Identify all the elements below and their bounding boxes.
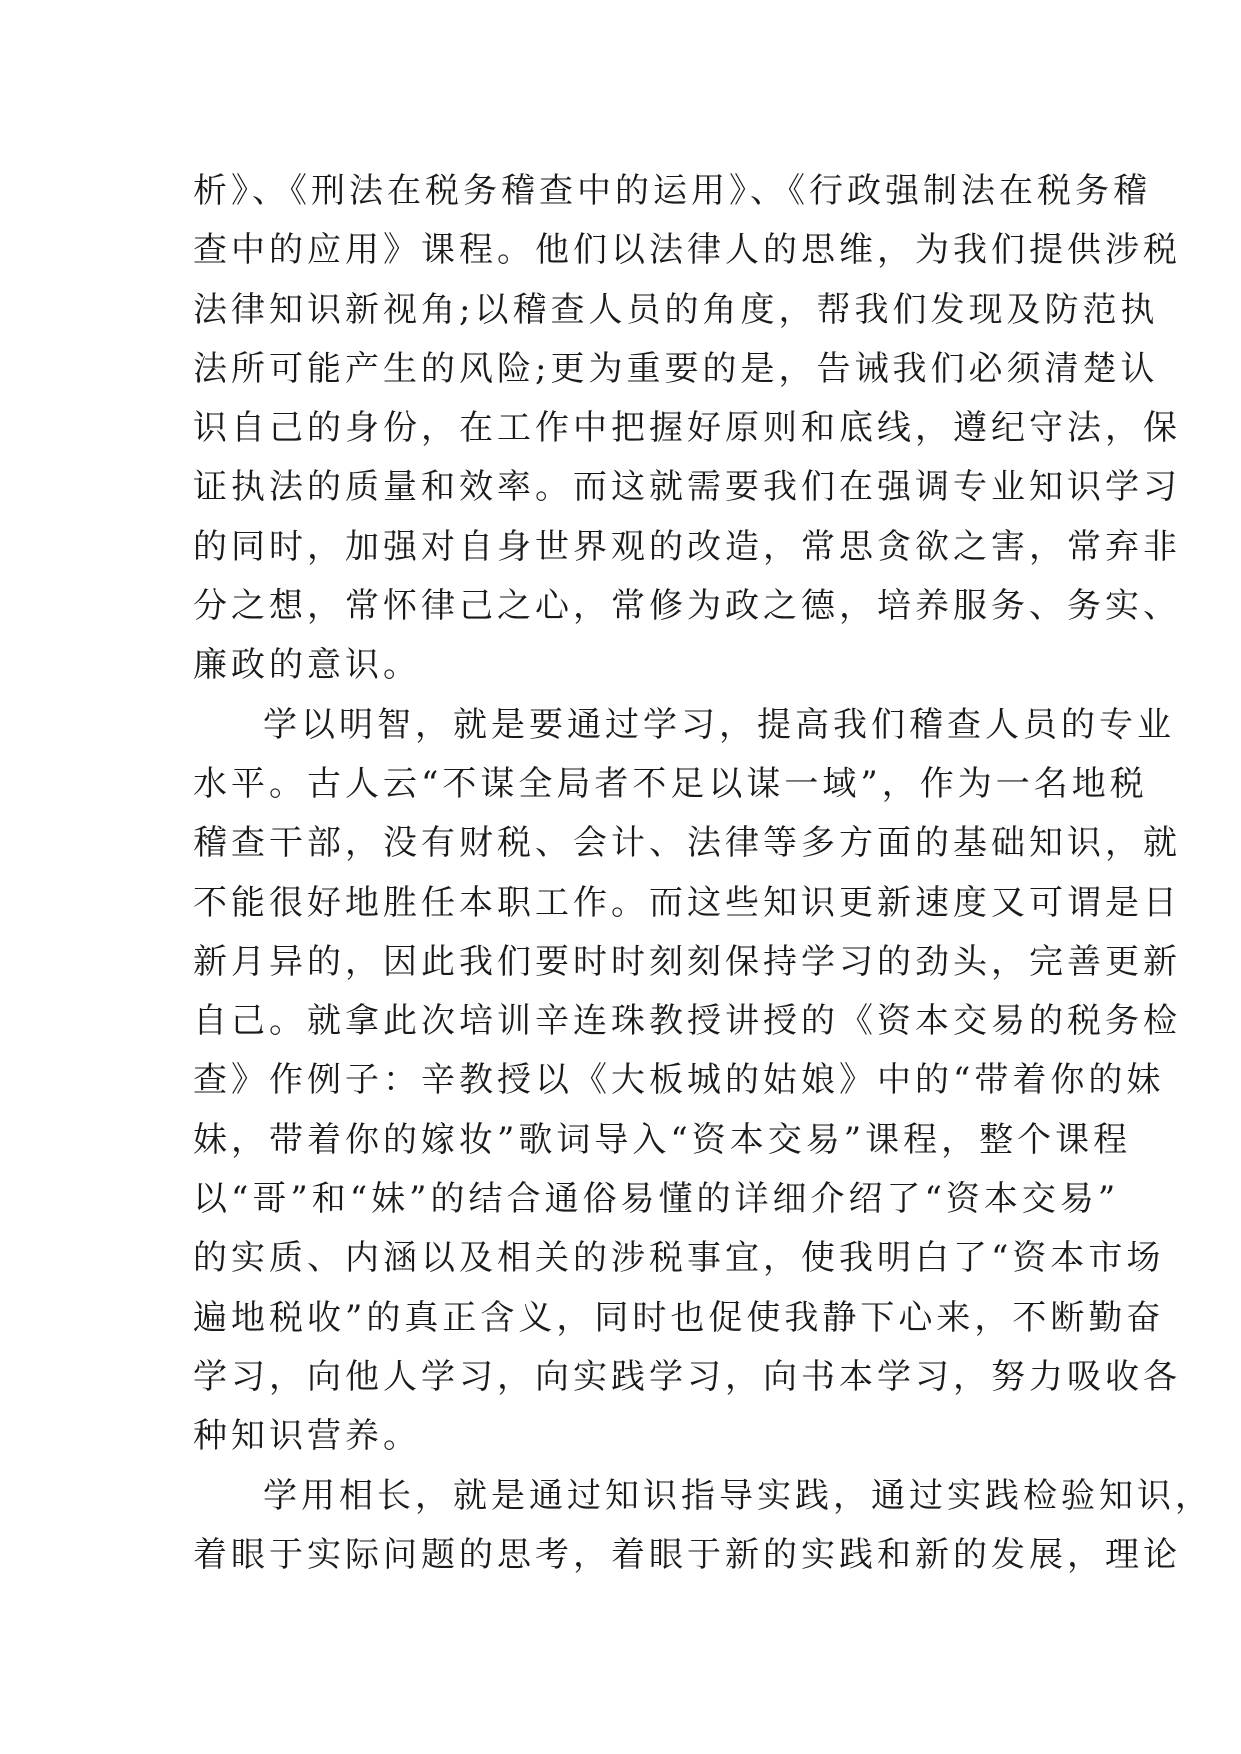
text-line: 查中的应用》课程。他们以法律人的思维，为我们提供涉税 — [193, 230, 1181, 271]
text-line: 水平。古人云“不谋全局者不足以谋一域”，作为一名地税 — [193, 763, 1148, 804]
text-line: 分之想，常怀律己之心，常修为政之德，培养服务、务实、 — [193, 586, 1181, 627]
text-line: 廉政的意识。 — [193, 645, 421, 686]
text-line: 妹，带着你的嫁妆”歌词导入“资本交易”课程，整个课程 — [193, 1119, 1132, 1160]
text-line: 自己。就拿此次培训辛连珠教授讲授的《资本交易的税务检 — [193, 1001, 1181, 1042]
text-line: 识自己的身份，在工作中把握好原则和底线，遵纪守法，保 — [193, 408, 1181, 449]
text-line: 新月异的，因此我们要时时刻刻保持学习的劲头，完善更新 — [193, 941, 1181, 982]
text-line: 查》作例子：辛教授以《大板城的姑娘》中的“带着你的妹 — [193, 1060, 1165, 1101]
paragraph-start-line: 学用相长，就是通过知识指导实践，通过实践检验知识， — [263, 1475, 1213, 1516]
text-line: 学习，向他人学习，向实践学习，向书本学习，努力吸收各 — [193, 1356, 1181, 1397]
text-line: 着眼于实际问题的思考，着眼于新的实践和新的发展，理论 — [193, 1534, 1181, 1575]
text-line: 法律知识新视角;以稽查人员的角度，帮我们发现及防范执 — [193, 289, 1159, 330]
text-line: 析》、《刑法在税务稽查中的运用》、《行政强制法在税务稽 — [193, 171, 1151, 211]
text-line: 稽查干部，没有财税、会计、法律等多方面的基础知识，就 — [193, 823, 1181, 864]
text-line: 证执法的质量和效率。而这就需要我们在强调专业知识学习 — [193, 467, 1181, 508]
text-line: 的实质、内涵以及相关的涉税事宜，使我明白了“资本市场 — [193, 1238, 1165, 1279]
text-line: 遍地税收”的真正含义，同时也促使我静下心来，不断勤奋 — [193, 1297, 1165, 1338]
text-line: 的同时，加强对自身世界观的改造，常思贪欲之害，常弃非 — [193, 526, 1181, 567]
text-line: 法所可能产生的风险;更为重要的是，告诫我们必须清楚认 — [193, 348, 1159, 389]
body-text — [193, 162, 1213, 1585]
paragraph-start-line: 学以明智，就是要通过学习，提高我们稽查人员的专业 — [263, 704, 1175, 745]
text-line: 不能很好地胜任本职工作。而这些知识更新速度又可谓是日 — [193, 882, 1181, 923]
text-line: 种知识营养。 — [193, 1416, 421, 1457]
text-line: 以“哥”和“妹”的结合通俗易懂的详细介绍了“资本交易” — [193, 1179, 1120, 1220]
